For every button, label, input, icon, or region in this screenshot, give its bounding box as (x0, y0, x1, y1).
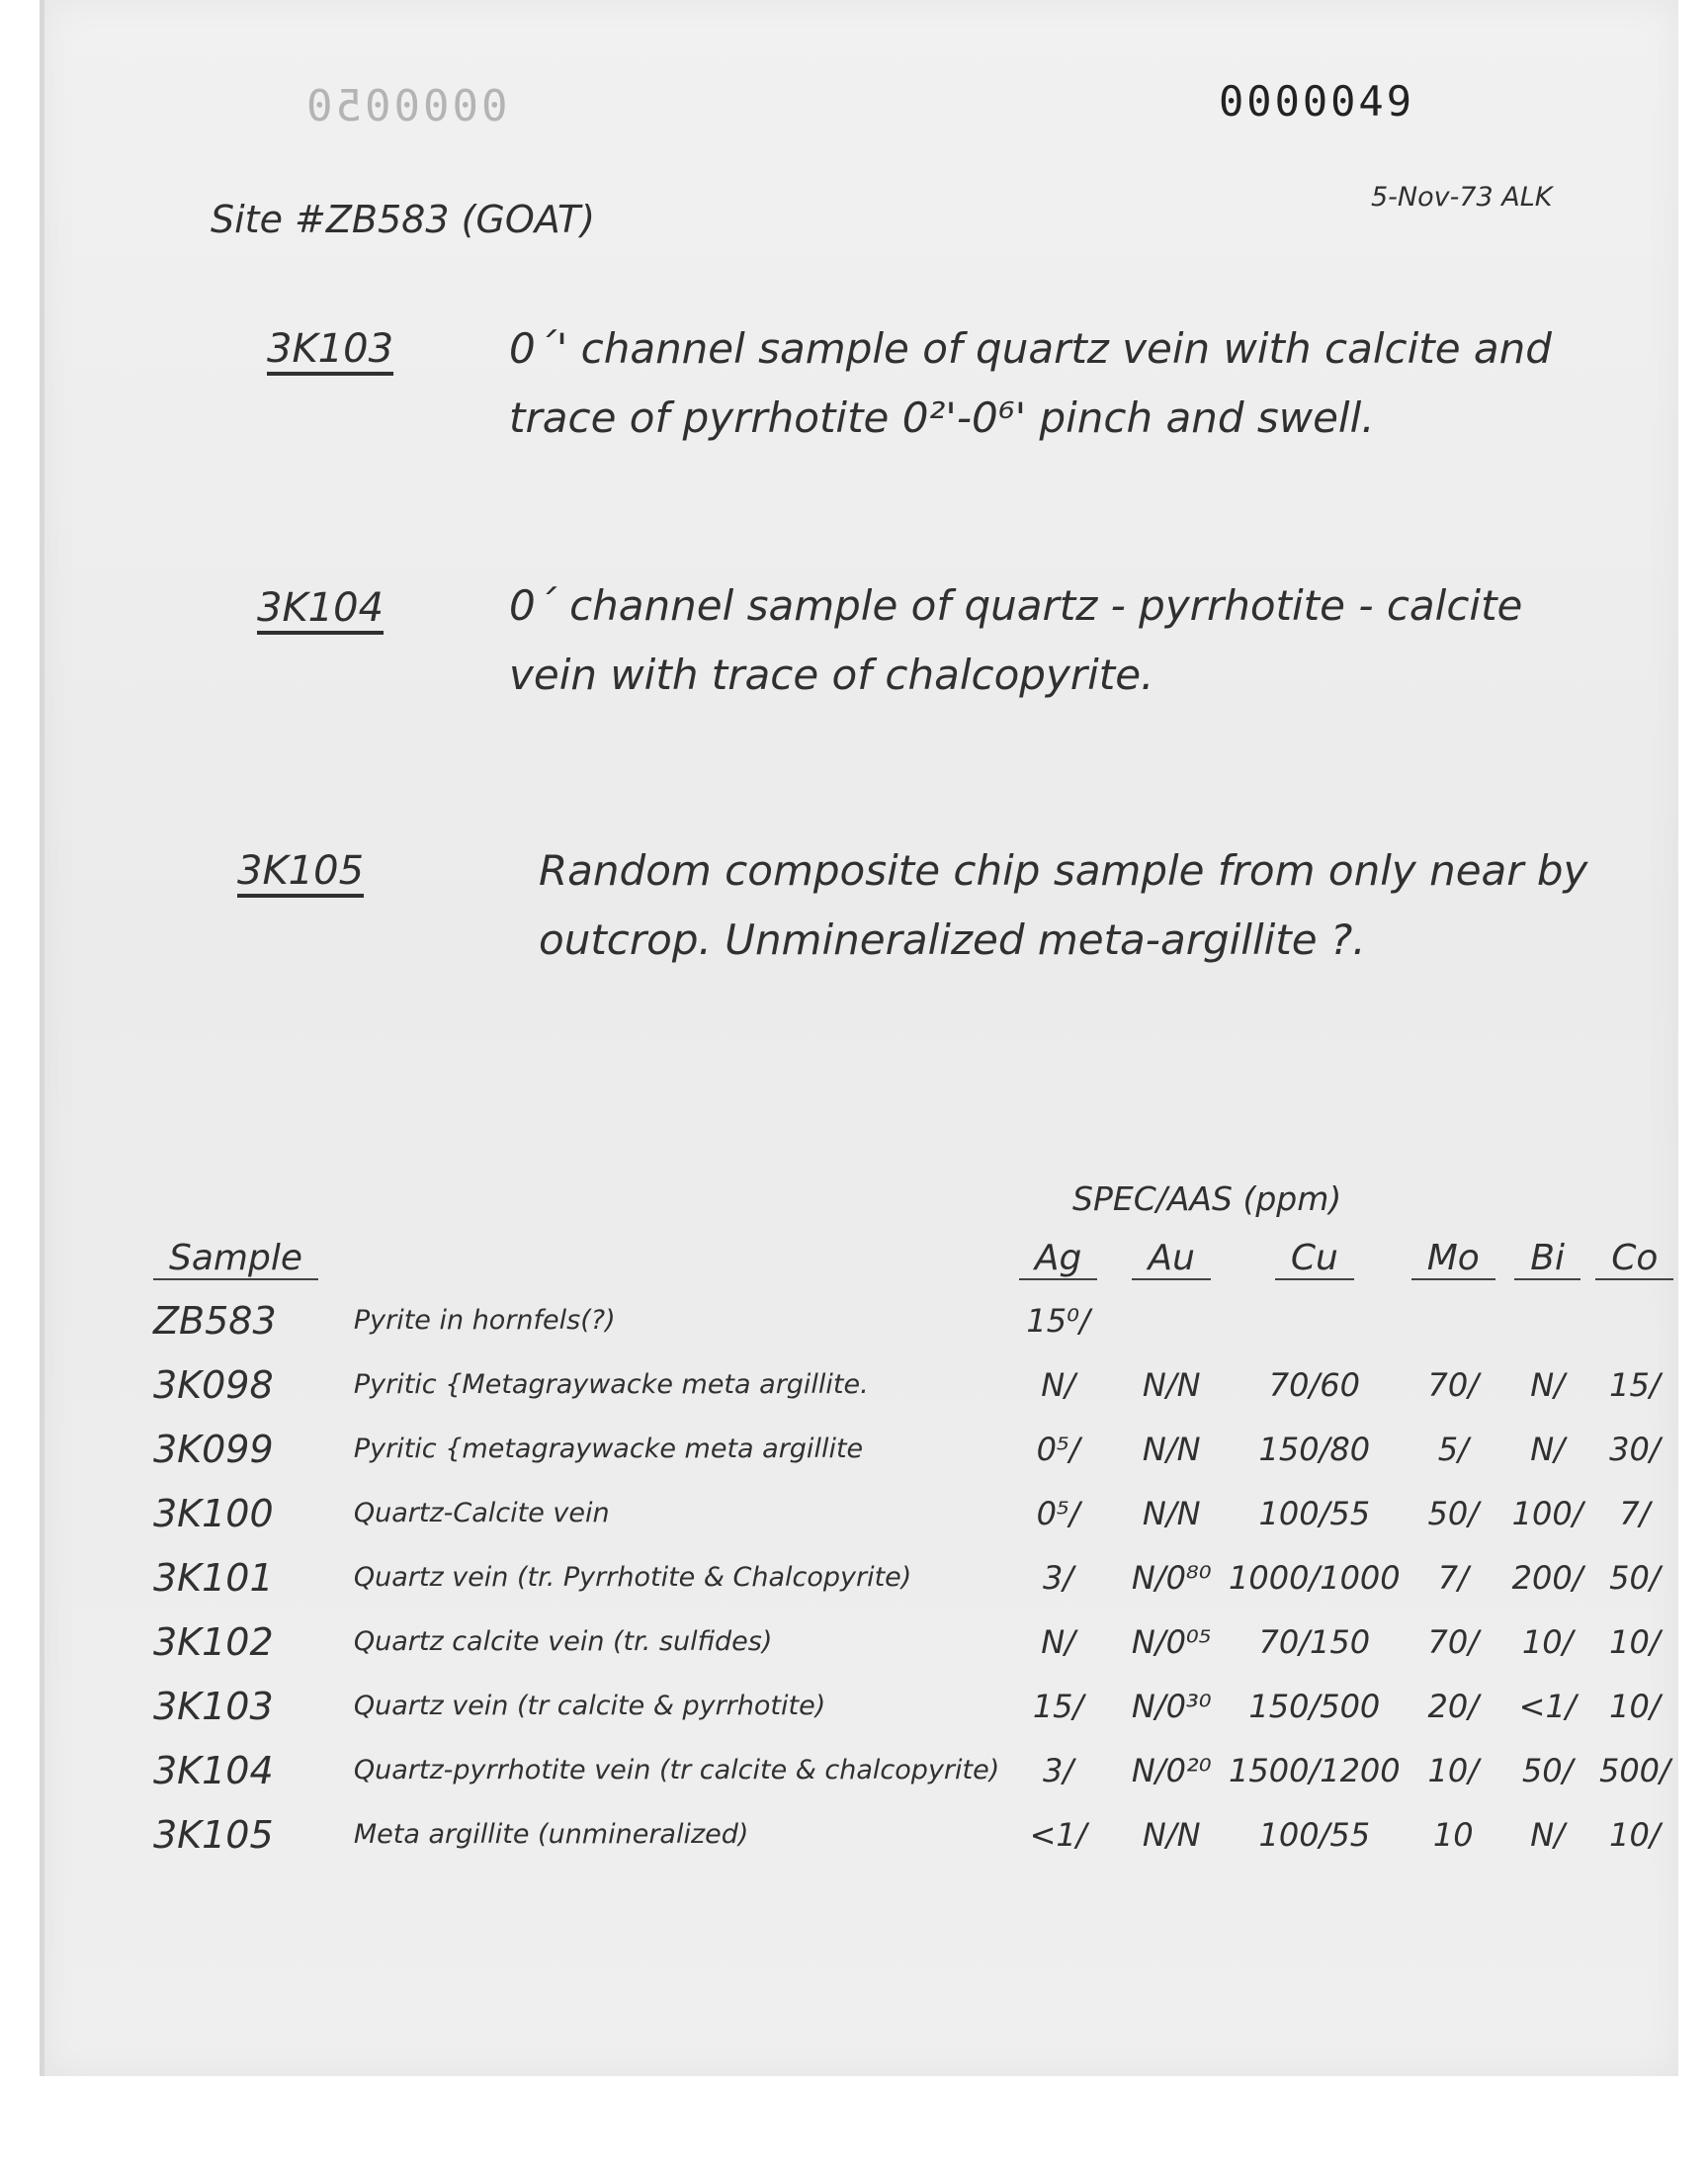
cell-ag: 0⁵/ (1036, 1494, 1080, 1532)
cell-co: 10/ (1609, 1815, 1661, 1854)
cell-sample-id: ZB583 (153, 1298, 277, 1343)
cell-bi: 200/ (1511, 1558, 1583, 1597)
cell-description: Meta argillite (unmineralized) (353, 1819, 749, 1850)
cell-ag: <1/ (1029, 1815, 1087, 1854)
date-initials: 5-Nov-73 ALK (1371, 182, 1553, 213)
cell-cu: 150/500 (1248, 1687, 1381, 1725)
faded-stamp-number: 0000050 (303, 81, 508, 131)
cell-description: Quartz vein (tr calcite & pyrrhotite) (353, 1691, 826, 1721)
cell-mo: 5/ (1437, 1430, 1469, 1468)
cell-au (1117, 1288, 1227, 1352)
table-row (153, 1610, 1678, 1674)
cell-mo: 10 (1432, 1815, 1474, 1854)
cell-co: 500/ (1598, 1751, 1670, 1789)
cell-description: Pyrite in hornfels(?) (353, 1305, 616, 1336)
note-sample-id: 3K103 (267, 326, 394, 372)
cell-bi: N/ (1530, 1815, 1565, 1854)
cell-mo: 20/ (1427, 1687, 1480, 1725)
cell-ag: 3/ (1043, 1751, 1074, 1789)
cell-cu: 70/150 (1258, 1622, 1371, 1661)
cell-description: Pyritic {Metagraywacke meta argillite. (353, 1369, 869, 1400)
cell-au: N/0³⁰ (1131, 1687, 1212, 1725)
table-row (153, 1802, 1678, 1867)
cell-co: 10/ (1609, 1622, 1661, 1661)
cell-au: N/0²⁰ (1131, 1751, 1212, 1789)
cell-mo: 10/ (1427, 1751, 1480, 1789)
cell-co: 50/ (1609, 1558, 1661, 1597)
cell-sample-id: 3K102 (153, 1619, 274, 1664)
cell-sample-id: 3K105 (153, 1812, 274, 1857)
header-description (354, 1238, 999, 1288)
cell-au: N/N (1142, 1815, 1201, 1854)
cell-ag: 0⁵/ (1036, 1430, 1080, 1468)
table-row (153, 1481, 1678, 1545)
cell-bi: 50/ (1521, 1751, 1574, 1789)
cell-ag: 15⁰/ (1026, 1301, 1090, 1340)
note-description: Random composite chip sample from only near by outcrop. Unmineralized meta-argillite ?. (539, 846, 1588, 964)
assay-table (153, 1238, 1678, 1867)
cell-sample-id: 3K098 (153, 1362, 274, 1407)
cell-cu: 100/55 (1258, 1494, 1371, 1532)
cell-bi: <1/ (1518, 1687, 1577, 1725)
cell-mo: 50/ (1427, 1494, 1480, 1532)
cell-au: N/N (1142, 1365, 1201, 1404)
cell-bi (1503, 1288, 1590, 1352)
spec-aas-label: SPEC/AAS (ppm) (1072, 1179, 1342, 1218)
cell-mo: 70/ (1427, 1365, 1480, 1404)
cell-bi: N/ (1530, 1430, 1565, 1468)
cell-au: N/N (1142, 1430, 1201, 1468)
cell-bi: N/ (1530, 1365, 1565, 1404)
note-sample-id: 3K105 (237, 848, 365, 894)
cell-bi: 10/ (1521, 1622, 1574, 1661)
cell-co: 10/ (1609, 1687, 1661, 1725)
note-description: 0´' channel sample of quartz vein with calcite and trace of pyrrhotite 0²'-0⁶' pinch and swell. (509, 324, 1552, 442)
cell-au: N/0⁰⁵ (1131, 1622, 1212, 1661)
scanned-page (44, 0, 1678, 2076)
cell-ag: N/ (1041, 1365, 1075, 1404)
stamp-number: 0000049 (1219, 77, 1415, 126)
site-heading: Site #ZB583 (GOAT) (211, 198, 596, 241)
table-header-row (153, 1238, 1678, 1288)
cell-cu: 100/55 (1258, 1815, 1371, 1854)
header-mo: Mo (1403, 1238, 1503, 1288)
cell-ag: N/ (1041, 1622, 1075, 1661)
cell-mo: 7/ (1437, 1558, 1469, 1597)
table-row (153, 1674, 1678, 1738)
cell-au: N/0⁸⁰ (1131, 1558, 1212, 1597)
cell-bi: 100/ (1511, 1494, 1583, 1532)
cell-cu (1227, 1288, 1404, 1352)
cell-ag: 15/ (1032, 1687, 1084, 1725)
header-co: Co (1591, 1238, 1678, 1288)
cell-sample-id: 3K099 (153, 1427, 274, 1471)
header-bi: Bi (1503, 1238, 1590, 1288)
cell-description: Quartz-Calcite vein (353, 1498, 610, 1528)
cell-description: Pyritic {metagraywacke meta argillite (353, 1434, 864, 1464)
cell-co: 15/ (1609, 1365, 1661, 1404)
table-row (153, 1738, 1678, 1802)
note-description: 0´ channel sample of quartz - pyrrhotite - calcite vein with trace of chalcopyrite. (509, 581, 1523, 699)
cell-mo: 70/ (1427, 1622, 1480, 1661)
cell-co: 30/ (1609, 1430, 1661, 1468)
table-row (153, 1545, 1678, 1610)
cell-sample-id: 3K103 (153, 1684, 274, 1728)
note-sample-id: 3K104 (257, 585, 384, 631)
cell-description: Quartz vein (tr. Pyrrhotite & Chalcopyrite) (353, 1562, 912, 1593)
cell-description: Quartz-pyrrhotite vein (tr calcite & chalcopyrite) (353, 1755, 1000, 1785)
cell-cu: 70/60 (1268, 1365, 1360, 1404)
cell-ag: 3/ (1043, 1558, 1074, 1597)
cell-cu: 150/80 (1258, 1430, 1371, 1468)
header-au: Au (1117, 1238, 1227, 1288)
cell-sample-id: 3K104 (153, 1748, 274, 1792)
table-row (153, 1352, 1678, 1417)
cell-cu: 1000/1000 (1228, 1558, 1401, 1597)
cell-co: 7/ (1619, 1494, 1651, 1532)
cell-description: Quartz calcite vein (tr. sulfides) (353, 1626, 773, 1657)
cell-cu: 1500/1200 (1228, 1751, 1401, 1789)
header-cu: Cu (1227, 1238, 1404, 1288)
header-ag: Ag (999, 1238, 1117, 1288)
table-row (153, 1288, 1678, 1352)
cell-sample-id: 3K100 (153, 1491, 274, 1535)
cell-co (1591, 1288, 1678, 1352)
table-row (153, 1417, 1678, 1481)
cell-sample-id: 3K101 (153, 1555, 274, 1600)
cell-mo (1403, 1288, 1503, 1352)
cell-au: N/N (1142, 1494, 1201, 1532)
header-sample: Sample (153, 1238, 354, 1288)
